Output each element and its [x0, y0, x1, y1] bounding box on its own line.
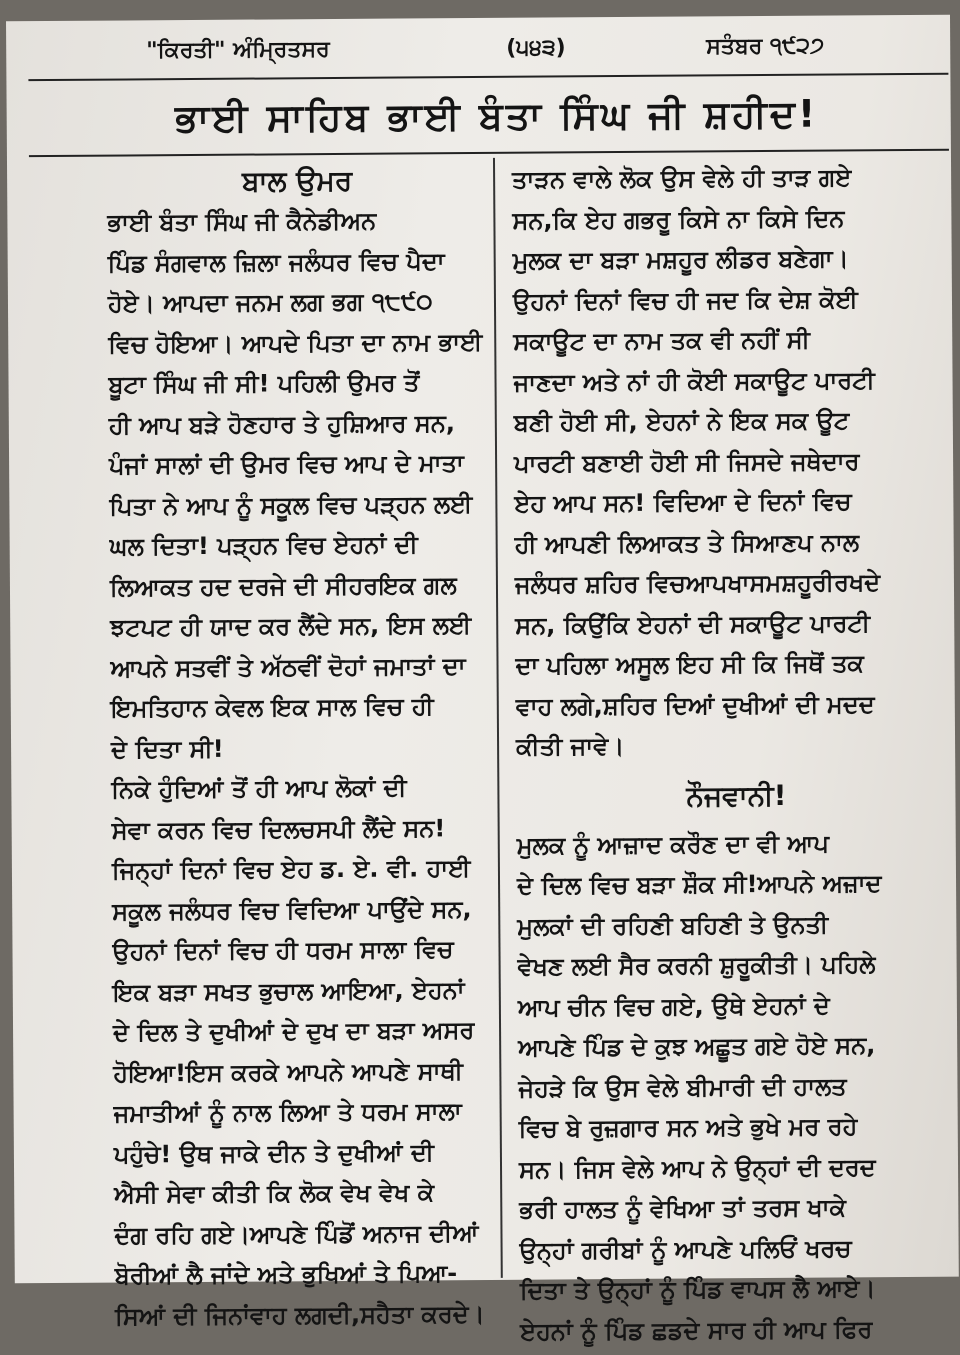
text-line: ਮੁਲਕਾਂ ਦੀ ਰਹਿਣੀ ਬਹਿਣੀ ਤੇ ਉਨਤੀ [517, 910, 829, 941]
text-line: ਹੋਇਆ!ਇਸ ਕਰਕੇ ਆਪਨੇ ਆਪਣੇ ਸਾਥੀ [113, 1056, 464, 1088]
text-line: ਮੁਲਕ ਨੂੰ ਆਜ਼ਾਦ ਕਰੌਣ ਦਾ ਵੀ ਆਪ [516, 829, 829, 860]
text-line: ਉਹਨਾਂ ਦਿਨਾਂ ਵਿਚ ਹੀ ਜਦ ਕਿ ਦੇਸ਼ ਕੋਈ [512, 284, 858, 316]
section-heading-youth: ਨੌਜਵਾਨੀ! [686, 778, 787, 813]
header-date: ਸਤੰਬਰ ੧੯੨੭ [706, 33, 825, 60]
text-line: ਦਾ ਪਹਿਲਾ ਅਸੂਲ ਇਹ ਸੀ ਕਿ ਜਿਥੋਂ ਤਕ [515, 649, 864, 680]
text-line: ਏਹ ਆਪ ਸਨ! ਵਿਦਿਆ ਦੇ ਦਿਨਾਂ ਵਿਚ [514, 487, 852, 518]
right-column-part-b [517, 822, 960, 1352]
text-line: ਇਕ ਬੜਾ ਸਖਤ ਭੁਚਾਲ ਆਇਆ, ਏਹਨਾਂ [112, 975, 465, 1007]
article-title: ਭਾਈ ਸਾਹਿਬ ਭਾਈ ਬੰਤਾ ਸਿੰਘ ਜੀ ਸ਼ਹੀਦ! [174, 91, 819, 141]
text-line: ਆਪ ਚੀਨ ਵਿਚ ਗਏ, ਉਥੇ ਏਹਨਾਂ ਦੇ [517, 991, 830, 1022]
text-line: ਤਾੜਨ ਵਾਲੇ ਲੋਕ ਉਸ ਵੇਲੇ ਹੀ ਤਾੜ ਗਏ [512, 163, 852, 194]
text-line: ਹੋਏ। ਆਪਦਾ ਜਨਮ ਲਗ ਭਗ ੧੮੯੦ [107, 287, 433, 318]
text-line: ਪੰਜਾਂ ਸਾਲਾਂ ਦੀ ਉਮਰ ਵਿਚ ਆਪ ਦੇ ਮਾਤਾ [109, 449, 464, 480]
text-line: ਇਮਤਿਹਾਨ ਕੇਵਲ ਇਕ ਸਾਲ ਵਿਚ ਹੀ [110, 692, 434, 723]
text-line: ਨਿਕੇ ਹੁੰਦਿਆਂ ਤੋਂ ਹੀ ਆਪ ਲੋਕਾਂ ਦੀ [111, 773, 407, 804]
page-header [146, 33, 936, 75]
text-line: ਆਪਣੇ ਪਿੰਡ ਦੇ ਕੁਝ ਅਛੂਤ ਗਏ ਹੋਏ ਸਨ, [518, 1031, 876, 1062]
text-line: ਦੰਗ ਰਹਿ ਗਏ।ਆਪਣੇ ਪਿੰਡੋਂ ਅਨਾਜ ਦੀਆਂ [114, 1218, 479, 1250]
text-line: ਜੇਹੜੇ ਕਿ ਉਸ ਵੇਲੇ ਬੀਮਾਰੀ ਦੀ ਹਾਲਤ [518, 1071, 847, 1103]
text-line: ਹੀ ਆਪ ਬੜੇ ਹੋਣਹਾਰ ਤੇ ਹੁਸ਼ਿਆਰ ਸਨ, [108, 408, 456, 440]
right-column-part-a [512, 157, 956, 768]
text-line: ਮੁਲਕ ਦਾ ਬੜਾ ਮਸ਼ਹੂਰ ਲੀਡਰ ਬਣੇਗਾ। [512, 244, 849, 275]
text-line: ਜਿਨ੍ਹਾਂ ਦਿਨਾਂ ਵਿਚ ਏਹ ਡ. ਏ. ਵੀ. ਹਾਈ [111, 854, 471, 885]
text-line: ਬਣੀ ਹੋਈ ਸੀ, ਏਹਨਾਂ ਨੇ ਇਕ ਸਕ ਊਟ [513, 406, 850, 437]
title-rule [29, 149, 949, 157]
text-line: ਸਕੂਲ ਜਲੰਧਰ ਵਿਚ ਵਿਦਿਆ ਪਾਉਂਦੇ ਸਨ, [112, 894, 472, 926]
text-line: ਵਿਚ ਹੋਇਆ। ਆਪਦੇ ਪਿਤਾ ਦਾ ਨਾਮ ਭਾਈ [108, 327, 483, 359]
text-line: ਭਰੀ ਹਾਲਤ ਨੂੰ ਵੇਖਿਆ ਤਾਂ ਤਰਸ ਖਾਕੇ [519, 1193, 847, 1224]
text-line: ਉਨ੍ਹਾਂ ਗਰੀਬਾਂ ਨੂੰ ਆਪਣੇ ਪਲਿਓਂ ਖਰਚ [519, 1233, 852, 1265]
text-line: ਏਹਨਾਂ ਨੂੰ ਪਿੰਡ ਛਡਦੇ ਸਾਰ ਹੀ ਆਪ ਫਿਰ [520, 1314, 873, 1346]
text-line: ਜਲੰਧਰ ਸ਼ਹਿਰ ਵਿਚਆਪਖਾਸਮਸ਼ਹੂਰੀਰਖਦੇ [514, 568, 881, 599]
section-heading-childhood: ਬਾਲ ਉਮਰ [241, 163, 353, 198]
text-line: ਘਲ ਦਿਤਾ! ਪੜ੍ਹਨ ਵਿਚ ਏਹਨਾਂ ਦੀ [109, 530, 418, 561]
text-line: ਝਟਪਟ ਹੀ ਯਾਦ ਕਰ ਲੈਂਦੇ ਸਨ, ਇਸ ਲਈ [110, 611, 472, 642]
text-line: ਵਿਚ ਬੇ ਰੁਜ਼ਗਾਰ ਸਨ ਅਤੇ ਭੁਖੇ ਮਰ ਰਹੇ [518, 1112, 858, 1143]
header-publication: "ਕਿਰਤੀ" ਅੰਮ੍ਰਿਤਸਰ [146, 37, 330, 64]
text-line: ਵੇਖਣ ਲਈ ਸੈਰ ਕਰਨੀ ਸ਼ੁਰੂਕੀਤੀ। ਪਹਿਲੇ [517, 950, 876, 981]
text-line: ਜਮਾਤੀਆਂ ਨੂੰ ਨਾਲ ਲਿਆ ਤੇ ਧਰਮ ਸਾਲਾ [113, 1097, 462, 1128]
text-line: ਸੇਵਾ ਕਰਨ ਵਿਚ ਦਿਲਚਸਪੀ ਲੈਂਦੇ ਸਨ! [111, 813, 446, 845]
text-line: ਬੋਰੀਆਂ ਲੈ ਜਾਂਦੇ ਅਤੇ ਭੁਖਿਆਂ ਤੇ ਪਿਆ- [114, 1259, 458, 1290]
column-divider [493, 158, 503, 1278]
text-line: ਪਾਰਟੀ ਬਣਾਈ ਹੋਈ ਸੀ ਜਿਸਦੇ ਜਥੇਦਾਰ [514, 446, 860, 478]
right-column [512, 157, 960, 1352]
text-line: ਦਿਤਾ ਤੇ ਉਨ੍ਹਾਂ ਨੂੰ ਪਿੰਡ ਵਾਪਸ ਲੈ ਆਏ। [519, 1274, 876, 1305]
header-page-number: (੫੪੩) [506, 35, 566, 61]
text-line: ਸਨ,ਕਿ ਏਹ ਗਭਰੂ ਕਿਸੇ ਨਾ ਕਿਸੇ ਦਿਨ [512, 203, 845, 235]
text-line: ਦੇ ਦਿਲ ਵਿਚ ਬੜਾ ਸ਼ੌਕ ਸੀ!ਆਪਨੇ ਅਜ਼ਾਦ [516, 869, 882, 900]
text-line: ਕੀਤੀ ਜਾਵੇ। [515, 731, 625, 761]
text-line: ਵਾਹ ਲਗੇ,ਸ਼ਹਿਰ ਦਿਆਂ ਦੁਖੀਆਂ ਦੀ ਮਦਦ [515, 689, 875, 721]
text-line: ਉਹਨਾਂ ਦਿਨਾਂ ਵਿਚ ਹੀ ਧਰਮ ਸਾਲਾ ਵਿਚ [112, 935, 454, 966]
text-line: ਦੇ ਦਿਲ ਤੇ ਦੁਖੀਆਂ ਦੇ ਦੁਖ ਦਾ ਬੜਾ ਅਸਰ [112, 1016, 475, 1047]
text-line: ਆਪਨੇ ਸਤਵੀਂ ਤੇ ਅੱਠਵੀਂ ਦੋਹਾਂ ਜਮਾਤਾਂ ਦਾ [110, 651, 466, 683]
text-line: ਭਾਈ ਬੰਤਾ ਸਿੰਘ ਜੀ ਕੈਨੇਡੀਅਨ [107, 206, 377, 237]
text-line: ਜਾਣਦਾ ਅਤੇ ਨਾਂ ਹੀ ਕੋਈ ਸਕਾਊਟ ਪਾਰਟੀ [513, 365, 875, 397]
text-line: ਸਿਆਂ ਦੀ ਜਿਨਾਂਵਾਹ ਲਗਦੀ,ਸਹੈਤਾ ਕਰਦੇ। [114, 1299, 485, 1331]
text-line: ਸਨ, ਕਿਉਂਕਿ ਏਹਨਾਂ ਦੀ ਸਕਾਊਟ ਪਾਰਟੀ [515, 608, 871, 640]
text-line: ਪਿਤਾ ਨੇ ਆਪ ਨੂੰ ਸਕੂਲ ਵਿਚ ਪੜ੍ਹਨ ਲਈ [109, 489, 473, 521]
text-line: ਪਹੁੰਚੇ! ਉਥ ਜਾਕੇ ਦੀਨ ਤੇ ਦੁਖੀਆਂ ਦੀ [113, 1137, 435, 1169]
newspaper-page [6, 15, 959, 1346]
text-line: ਸਕਾਊਟ ਦਾ ਨਾਮ ਤਕ ਵੀ ਨਹੀਂ ਸੀ [513, 325, 810, 356]
text-line: ਐਸੀ ਸੇਵਾ ਕੀਤੀ ਕਿ ਲੋਕ ਵੇਖ ਵੇਖ ਕੇ [114, 1178, 435, 1209]
text-line: ਹੀ ਆਪਣੀ ਲਿਆਕਤ ਤੇ ਸਿਆਣਪ ਨਾਲ [514, 527, 860, 559]
text-line: ਬੂਟਾ ਸਿੰਘ ਜੀ ਸੀ! ਪਹਿਲੀ ਉਮਰ ਤੋਂ [108, 368, 420, 399]
text-line: ਪਿੰਡ ਸੰਗਵਾਲ ਜ਼ਿਲਾ ਜਲੰਧਰ ਵਿਚ ਪੈਦਾ [107, 246, 445, 278]
text-line: ਲਿਆਕਤ ਹਦ ਦਰਜੇ ਦੀ ਸੀਹਰਇਕ ਗਲ [109, 570, 457, 602]
left-column [107, 160, 495, 1337]
text-line: ਦੇ ਦਿਤਾ ਸੀ! [110, 734, 224, 764]
text-line: ਸਨ। ਜਿਸ ਵੇਲੇ ਆਪ ਨੇ ਉਨ੍ਹਾਂ ਦੀ ਦਰਦ [518, 1152, 876, 1184]
